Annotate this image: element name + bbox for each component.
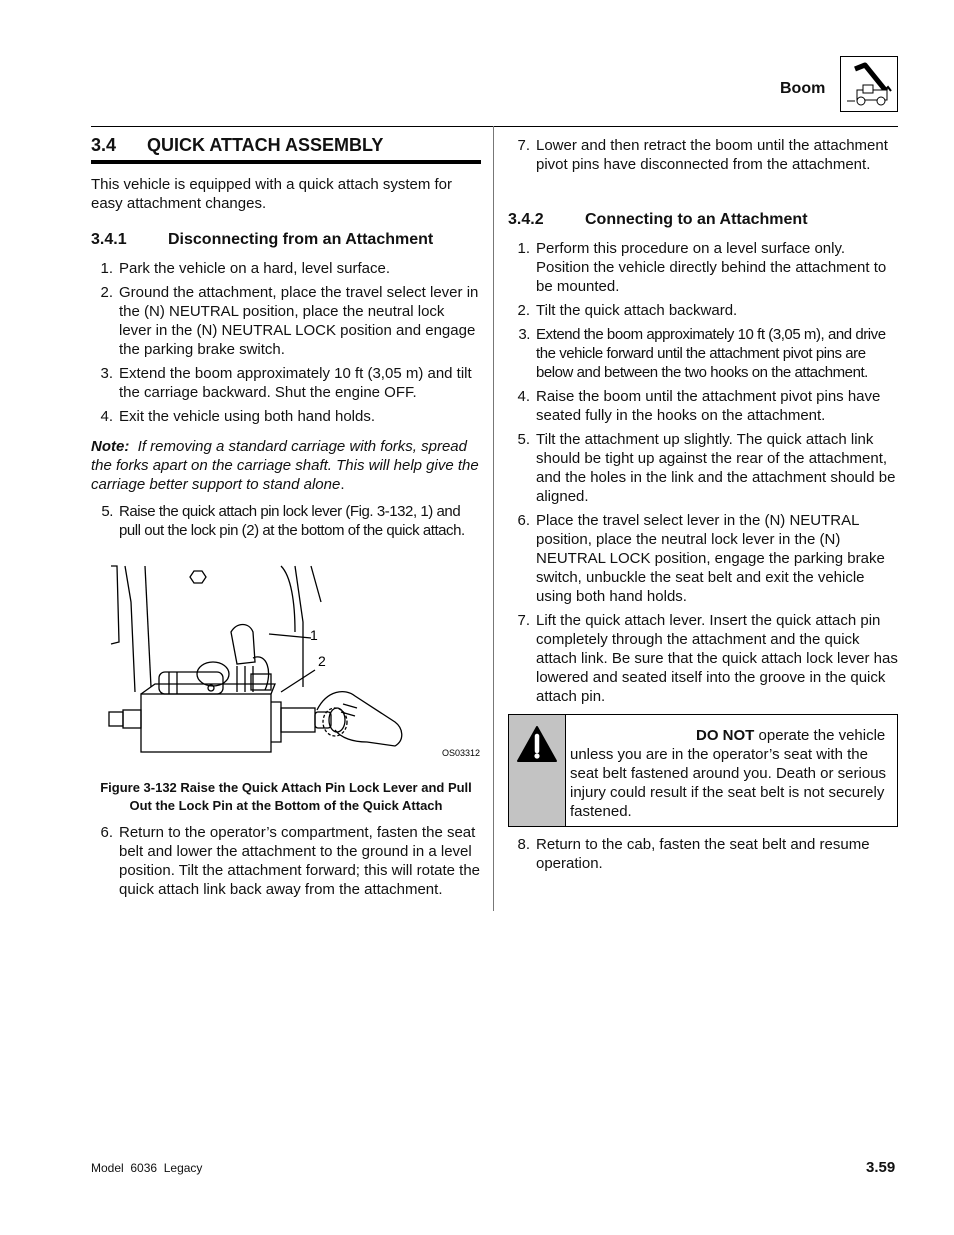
- subsection-title: Connecting to an Attachment: [585, 211, 808, 228]
- step-6: [91, 823, 483, 904]
- warning-emphasis: DO NOT: [696, 727, 755, 744]
- list-item: 8. Return to the cab, fasten the seat belt and resume operation.: [517, 836, 870, 872]
- list-item: 7. Lift the quick attach lever. Insert the quick attach pin completely through the attachment and the quick attach link. Be sure that the quick attach lock lever has lowered and seated itself into the groove in the quick attach pin.: [517, 612, 898, 705]
- footer-model: Model 6036 Legacy: [91, 1161, 203, 1175]
- subsection-number: 3.4.2: [508, 211, 544, 228]
- note-text: If removing a standard carriage with forks, spread the forks apart on the carriage shaft. This will help give the carriage better support to stand alone: [91, 438, 479, 493]
- warning-text: DO NOT operate the vehicle unless you are in the operator’s seat with the seat belt fastened around you. Death or serious injury could result if the seat belt is not securely fastened.: [570, 727, 887, 820]
- list-item: 1. Perform this procedure on a level surface only. Position the vehicle directly behind the attachment to be mounted.: [517, 240, 887, 295]
- list-item: 6. Place the travel select lever in the (N) NEUTRAL position, place the neutral lock lever in the (N) NEUTRAL LOCK position, engage the parking brake switch, unbuckle the seat belt and exit the vehicle using both hand holds.: [517, 512, 885, 605]
- list-item: 3. Extend the boom approximately 10 ft (3,05 m), and drive the vehicle forward until the attachment pivot pins are below and between the two hooks on the attachment.: [518, 326, 886, 381]
- header-rule: [91, 126, 898, 127]
- intro-paragraph: This vehicle is equipped with a quick attach system for easy attachment changes.: [91, 176, 453, 212]
- subsection-heading-connect: [508, 211, 808, 229]
- figure-code: OS03312: [442, 748, 481, 758]
- section-number: 3.4: [91, 135, 117, 155]
- connect-steps-list: [508, 239, 900, 711]
- list-item: 5. Raise the quick attach pin lock lever (Fig. 3-132, 1) and pull out the lock pin (2) at the bottom of the quick attach.: [101, 503, 465, 539]
- list-item: 2. Ground the attachment, place the travel select lever in the (N) NEUTRAL position, place the neutral lock lever in the (N) NEUTRAL LOCK position and engage the parking brake switch.: [100, 284, 479, 358]
- step-5: [91, 502, 483, 545]
- list-item: 7. Lower and then retract the boom until the attachment pivot pins have disconnected from the attachment.: [517, 137, 888, 173]
- note-label: Note:: [91, 438, 130, 455]
- list-item: 4. Raise the boom until the attachment pivot pins have seated fully in the hooks on the attachment.: [517, 388, 881, 424]
- step-7-disconnect: [508, 136, 888, 179]
- warning-box: [508, 714, 898, 827]
- section-title: QUICK ATTACH ASSEMBLY: [147, 135, 384, 155]
- list-item: 3. Extend the boom approximately 10 ft (3,05 m) and tilt the carriage backward. Shut the engine OFF.: [100, 365, 472, 401]
- disconnect-steps-list: [91, 259, 481, 431]
- subsection-heading-disconnect: [91, 231, 433, 249]
- note-paragraph: Note: If removing a standard carriage with forks, spread the forks apart on the carriage shaft. This will help give the carriage better support to stand alone.: [91, 438, 479, 493]
- step-8: [508, 835, 900, 878]
- list-item: 4. Exit the vehicle using both hand holds.: [100, 408, 376, 425]
- callout-2: 2: [318, 653, 326, 669]
- list-item: 6. Return to the operator’s compartment, fasten the seat belt and lower the attachment to the ground in a level position. Tilt the attachment forward; this will rotate the quick attach link back away from the attachment.: [100, 824, 481, 898]
- list-item: 1. Park the vehicle on a hard, level surface.: [100, 260, 390, 277]
- quick-attach-figure: [105, 562, 485, 767]
- subsection-number: 3.4.1: [91, 231, 127, 248]
- section-rule: [91, 160, 481, 164]
- warning-triangle-icon: [516, 725, 558, 763]
- column-divider: [493, 126, 494, 911]
- subsection-title: Disconnecting from an Attachment: [168, 231, 434, 248]
- section-heading: [91, 135, 481, 156]
- page-number: 3.59: [866, 1159, 896, 1176]
- callout-1: 1: [310, 627, 318, 643]
- list-item: 5. Tilt the attachment up slightly. The quick attach link should be tight up against the rear of the attachment, and the holes in the link and the attachment should be aligned.: [517, 431, 896, 505]
- boom-vehicle-icon: [840, 56, 898, 112]
- list-item: 2. Tilt the quick attach backward.: [517, 302, 738, 319]
- page-header-title: Boom: [780, 80, 826, 97]
- warning-sidebar: [509, 715, 566, 826]
- figure-caption: Figure 3-132 Raise the Quick Attach Pin Lock Lever and Pull Out the Lock Pin at the Bottom of the Quick Attach: [100, 780, 472, 813]
